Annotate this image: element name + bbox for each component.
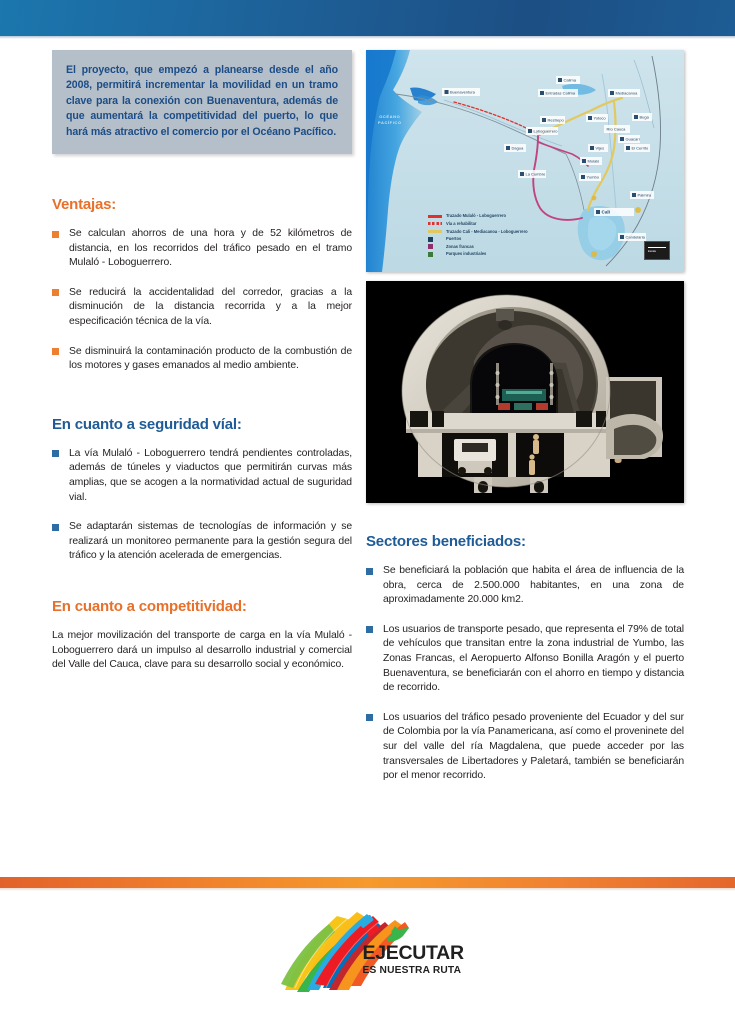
legend-swatch-trazado-mulalo — [428, 215, 442, 218]
list-item — [52, 447, 352, 505]
ventajas-list — [52, 227, 352, 374]
spacer — [52, 564, 352, 598]
list-item-text: Se calculan ahorros de una hora y de 52 kilómetros de distancia, en los recorridos del tráfico pesado en el tramo Mulaló - Loboguerrero. — [69, 228, 352, 269]
list-item-text: Se reducirá la accidentalidad del corredor, gracias a la disminución de la distancia recorrida y a la mejor especificación técnica de la vía. — [69, 286, 352, 327]
svg-text:Guacarí: Guacarí — [625, 136, 640, 142]
square-bullet-icon — [366, 626, 373, 633]
svg-text:Mediacanoa: Mediacanoa — [615, 90, 638, 96]
ocean-label-line2: PACÍFICO — [378, 120, 402, 125]
legend-label: Trazado Cali - Mediacanoa - Loboguerrero — [446, 228, 528, 234]
svg-text:Vijes: Vijes — [595, 145, 605, 151]
scale-line — [648, 247, 666, 248]
legend-row — [428, 212, 528, 220]
list-item-text: Los usuarios de transporte pesado, que representa el 79% de total de vehículos que transitan entre la zona industrial de Yumbo, las Zonas Francas, el Aeropuerto Alfonso Bonilla Aragón y el puerto Buenaventura, se beneficiarán con el ahorro en tiempo y distancia de recorrido. — [383, 623, 684, 694]
spacer — [52, 433, 352, 447]
square-bullet-icon — [52, 289, 59, 296]
sectores-list — [366, 564, 684, 784]
left-column — [52, 50, 352, 673]
svg-text:Palmira: Palmira — [637, 192, 652, 198]
legend-swatch-parques-industriales — [428, 252, 433, 257]
svg-text:Río Cauca: Río Cauca — [606, 126, 626, 132]
logo-title: EJECUTAR — [362, 942, 464, 964]
svg-text:Yumbo: Yumbo — [586, 174, 599, 180]
heading-seguridad-vial: En cuanto a seguridad víal: — [52, 415, 242, 433]
logo-tagline: ES NUESTRA RUTA — [362, 964, 462, 976]
svg-text:Loboguerrero: Loboguerrero — [533, 128, 558, 134]
ocean-label-line1: OCÉANO — [379, 114, 401, 119]
spacer — [52, 154, 352, 196]
header-bar — [0, 0, 735, 36]
svg-text:Mulaló: Mulaló — [587, 158, 600, 164]
spacer — [366, 503, 684, 533]
legend-label: Trazado Mulaló - Loboguerrero — [446, 213, 507, 219]
svg-text:El Cerrito: El Cerrito — [631, 145, 649, 151]
list-item — [52, 520, 352, 564]
square-bullet-icon — [52, 231, 59, 238]
spacer — [52, 615, 352, 629]
list-item-text: Se disminuirá la contaminación producto de la combustión de los motores y gases emanados al medio ambiente. — [69, 345, 352, 372]
svg-text:Dagua: Dagua — [511, 145, 524, 151]
svg-text:Entradas Calima: Entradas Calima — [545, 90, 576, 96]
legend-swatch-trazado-cali — [428, 230, 442, 233]
list-item — [52, 227, 352, 271]
legend-swatch-puertos — [428, 237, 433, 242]
footer-logo-area — [0, 898, 735, 994]
intro-text: El proyecto, que empezó a planearse desde el año 2008, permitirá incrementar la movilidad en un tramo clave para la conexión con Buenaventura, además de que aumentará la competitividad del puerto, lo que hará más atractivo el comercio por el Océano Pacífico. — [66, 64, 338, 138]
heading-sectores-beneficiados: Sectores beneficiados: — [366, 533, 526, 550]
logo-text — [363, 944, 464, 976]
list-item — [52, 345, 352, 374]
square-bullet-icon — [366, 568, 373, 575]
spacer — [52, 213, 352, 227]
map-legend — [428, 212, 528, 258]
spacer — [366, 550, 684, 564]
square-bullet-icon — [52, 450, 59, 457]
legend-swatch-via-rehabilitar — [428, 222, 442, 225]
svg-text:Cali: Cali — [601, 209, 610, 215]
tunnel-illustration — [366, 281, 684, 503]
legend-swatch-zonas-francas — [428, 244, 433, 249]
map-figure — [366, 50, 684, 272]
list-item — [52, 286, 352, 330]
svg-text:La Cumbre: La Cumbre — [525, 171, 546, 177]
seguridad-list — [52, 447, 352, 564]
legend-label: Puertos — [446, 236, 462, 242]
svg-text:Calima: Calima — [563, 77, 576, 83]
intro-callout — [52, 50, 352, 154]
svg-text:Yotoco: Yotoco — [593, 115, 606, 121]
legend-row — [428, 220, 528, 228]
list-item-text: La vía Mulaló - Loboguerrero tendrá pendientes controladas, además de túneles y viaductos que permitirán curvas más amplias, que se acogen a la normatividad actual de suguridad vial. — [69, 447, 352, 503]
square-bullet-icon — [52, 524, 59, 531]
legend-label: Parques industriales — [446, 251, 487, 257]
ocean-label — [378, 114, 402, 126]
svg-text:Candelaria: Candelaria — [625, 234, 645, 240]
list-item — [366, 623, 684, 696]
tunnel-figure — [366, 281, 684, 503]
list-item — [366, 564, 684, 608]
square-bullet-icon — [366, 714, 373, 721]
ejecutar-logo — [275, 898, 464, 994]
legend-row — [428, 243, 528, 251]
spacer — [52, 374, 352, 416]
square-bullet-icon — [52, 348, 59, 355]
legend-label: Vía a rehabilitar — [446, 221, 477, 227]
right-column — [366, 50, 684, 784]
svg-text:Buenaventura: Buenaventura — [450, 89, 475, 95]
footer-bar-shadow — [0, 888, 735, 891]
list-item-text: Se adaptarán sistemas de tecnologías de información y se realizará un monitoreo permanente para la gestión segura del tráfico y la atención acelerada de emergencias. — [69, 521, 352, 562]
list-item — [366, 711, 684, 784]
competitividad-paragraph: La mejor movilización del transporte de carga en la vía Mulaló - Loboguerrero dará un impulso al desarrollo industrial y comercial del Valle del Cauca, clave para su desarrollo social y económico. — [52, 629, 352, 671]
map-scale-box — [644, 241, 670, 260]
scale-label: Escala — [648, 250, 656, 253]
header-bar-shadow — [0, 36, 735, 39]
legend-row — [428, 235, 528, 243]
svg-text:Restrepo: Restrepo — [547, 117, 564, 123]
list-item-text: Se beneficiará la población que habita el área de influencia de la obra, cerca de 2.500.000 habitantes, en una zona de aproximadamente 20.000 km2. — [383, 565, 684, 606]
legend-row — [428, 228, 528, 236]
legend-label: Zonas francas — [446, 243, 474, 249]
footer-bar — [0, 877, 735, 888]
list-item-text: Los usuarios del tráfico pesado proveniente del Ecuador y del sur de Colombia por la vía Panamericana, así como el proveninete del sur del valle del ría Magdalena, que puede acceder por las transversales de Libertadores y Paletará, también se beneficiarán por el menor recorrido. — [383, 711, 684, 782]
svg-text:Buga: Buga — [639, 114, 649, 120]
heading-competitividad: En cuanto a competitividad: — [52, 597, 247, 615]
legend-row — [428, 250, 528, 258]
heading-ventajas: Ventajas: — [52, 196, 117, 214]
